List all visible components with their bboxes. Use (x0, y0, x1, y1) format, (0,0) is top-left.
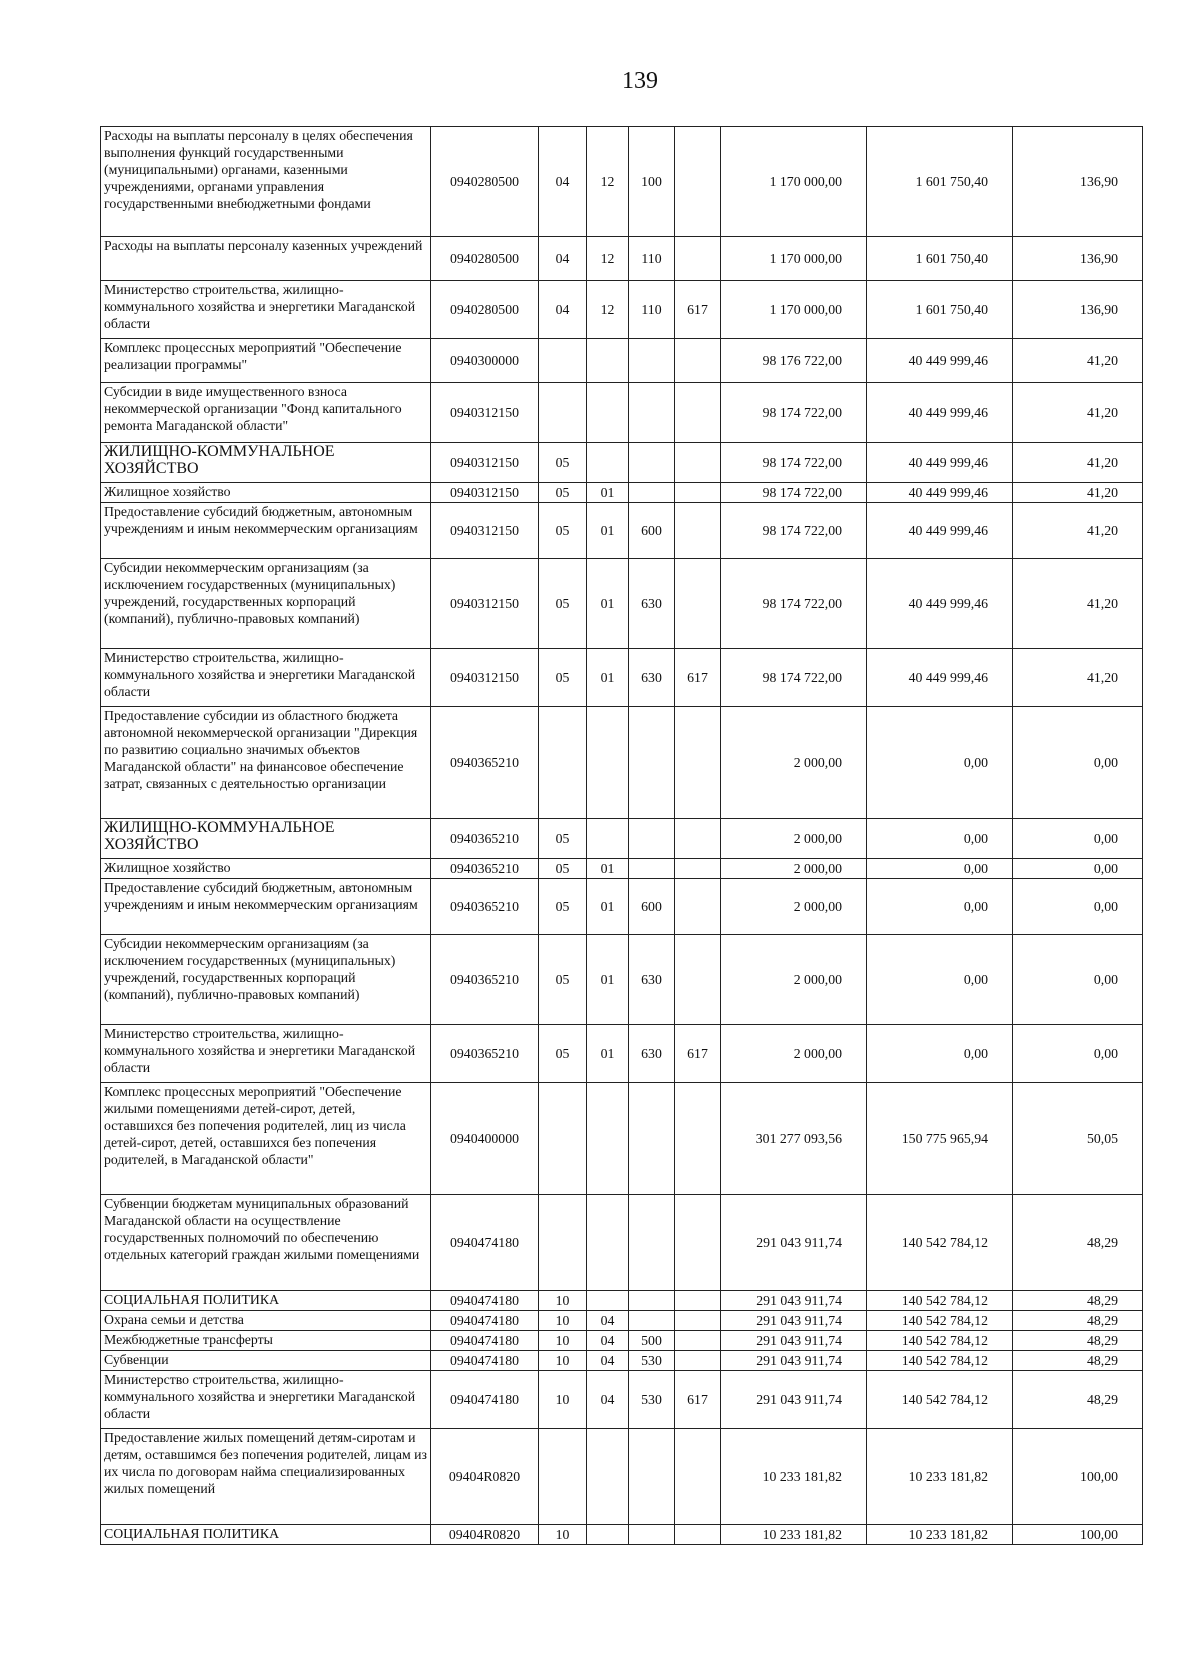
row-plan-amount: 98 174 722,00 (721, 649, 867, 707)
row-execution-percent: 48,29 (1013, 1371, 1143, 1429)
table-row (101, 859, 1143, 879)
row-administrator (675, 1083, 721, 1195)
row-target-code: 0940312150 (431, 649, 539, 707)
row-execution-percent: 41,20 (1013, 483, 1143, 503)
row-section: 05 (539, 879, 587, 935)
row-fact-amount: 140 542 784,12 (867, 1331, 1013, 1351)
row-name: Министерство строительства, жилищно-коммунального хозяйства и энергетики Магаданской области (101, 1025, 431, 1083)
row-execution-percent: 48,29 (1013, 1351, 1143, 1371)
row-expense-type (629, 1291, 675, 1311)
row-expense-type: 110 (629, 237, 675, 281)
row-execution-percent: 41,20 (1013, 503, 1143, 559)
row-subsection (587, 819, 629, 859)
row-target-code: 0940474180 (431, 1331, 539, 1351)
row-section: 10 (539, 1311, 587, 1331)
table-row (101, 1429, 1143, 1525)
row-name: Министерство строительства, жилищно-коммунального хозяйства и энергетики Магаданской области (101, 1371, 431, 1429)
table-row (101, 707, 1143, 819)
row-execution-percent: 0,00 (1013, 819, 1143, 859)
row-expense-type (629, 443, 675, 483)
row-target-code: 0940474180 (431, 1311, 539, 1331)
row-administrator (675, 935, 721, 1025)
row-plan-amount: 301 277 093,56 (721, 1083, 867, 1195)
row-execution-percent: 48,29 (1013, 1331, 1143, 1351)
row-section (539, 707, 587, 819)
row-execution-percent: 41,20 (1013, 649, 1143, 707)
row-target-code: 0940312150 (431, 483, 539, 503)
row-execution-percent: 48,29 (1013, 1291, 1143, 1311)
row-expense-type: 530 (629, 1351, 675, 1371)
row-plan-amount: 1 170 000,00 (721, 237, 867, 281)
table-row (101, 1331, 1143, 1351)
row-plan-amount: 2 000,00 (721, 1025, 867, 1083)
row-target-code: 0940400000 (431, 1083, 539, 1195)
row-subsection: 01 (587, 503, 629, 559)
row-name: Расходы на выплаты персоналу в целях обеспечения выполнения функций государственными (муниципальными) органами, казенными учреждениями, органами управления государственными внебюджетными фондами (101, 127, 431, 237)
row-section: 05 (539, 1025, 587, 1083)
row-fact-amount: 40 449 999,46 (867, 559, 1013, 649)
row-subsection (587, 1083, 629, 1195)
row-target-code: 0940280500 (431, 237, 539, 281)
row-section (539, 383, 587, 443)
row-expense-type (629, 1083, 675, 1195)
table-row (101, 483, 1143, 503)
row-execution-percent: 0,00 (1013, 707, 1143, 819)
row-target-code: 0940312150 (431, 383, 539, 443)
row-execution-percent: 50,05 (1013, 1083, 1143, 1195)
row-subsection (587, 1195, 629, 1291)
row-target-code: 0940365210 (431, 707, 539, 819)
row-name: Жилищное хозяйство (101, 859, 431, 879)
row-fact-amount: 140 542 784,12 (867, 1195, 1013, 1291)
row-target-code: 0940365210 (431, 879, 539, 935)
row-expense-type (629, 819, 675, 859)
row-subsection (587, 339, 629, 383)
row-subsection: 01 (587, 559, 629, 649)
row-expense-type (629, 339, 675, 383)
row-subsection (587, 1291, 629, 1311)
row-execution-percent: 136,90 (1013, 237, 1143, 281)
row-execution-percent: 48,29 (1013, 1311, 1143, 1331)
row-fact-amount: 10 233 181,82 (867, 1525, 1013, 1545)
row-subsection: 04 (587, 1371, 629, 1429)
table-row (101, 383, 1143, 443)
row-administrator (675, 707, 721, 819)
row-plan-amount: 2 000,00 (721, 707, 867, 819)
table-row (101, 819, 1143, 859)
table-row (101, 237, 1143, 281)
table-row (101, 879, 1143, 935)
row-subsection: 01 (587, 935, 629, 1025)
row-target-code: 09404R0820 (431, 1525, 539, 1545)
row-name: Предоставление субсидий бюджетным, автономным учреждениям и иным некоммерческим организациям (101, 503, 431, 559)
row-plan-amount: 2 000,00 (721, 819, 867, 859)
row-expense-type: 500 (629, 1331, 675, 1351)
page-number: 139 (622, 68, 658, 94)
table-row (101, 127, 1143, 237)
table-row (101, 935, 1143, 1025)
row-target-code: 0940474180 (431, 1291, 539, 1311)
row-administrator (675, 127, 721, 237)
row-plan-amount: 98 174 722,00 (721, 383, 867, 443)
row-fact-amount: 0,00 (867, 819, 1013, 859)
row-administrator: 617 (675, 1371, 721, 1429)
row-section: 05 (539, 483, 587, 503)
row-name: Охрана семьи и детства (101, 1311, 431, 1331)
row-target-code: 0940474180 (431, 1351, 539, 1371)
table-row (101, 1311, 1143, 1331)
row-subsection: 01 (587, 879, 629, 935)
row-fact-amount: 1 601 750,40 (867, 237, 1013, 281)
row-expense-type: 110 (629, 281, 675, 339)
row-administrator (675, 443, 721, 483)
row-fact-amount: 140 542 784,12 (867, 1351, 1013, 1371)
row-section: 05 (539, 649, 587, 707)
row-administrator: 617 (675, 1025, 721, 1083)
budget-table (100, 126, 1143, 1545)
row-execution-percent: 41,20 (1013, 443, 1143, 483)
row-execution-percent: 100,00 (1013, 1429, 1143, 1525)
row-fact-amount: 140 542 784,12 (867, 1291, 1013, 1311)
row-execution-percent: 0,00 (1013, 879, 1143, 935)
row-name: СОЦИАЛЬНАЯ ПОЛИТИКА (101, 1525, 431, 1545)
row-target-code: 0940365210 (431, 819, 539, 859)
row-name: ЖИЛИЩНО-КОММУНАЛЬНОЕ ХОЗЯЙСТВО (101, 819, 431, 859)
row-name: Комплекс процессных мероприятий "Обеспечение реализации программы" (101, 339, 431, 383)
table-row (101, 559, 1143, 649)
row-section: 04 (539, 237, 587, 281)
row-fact-amount: 0,00 (867, 879, 1013, 935)
row-plan-amount: 1 170 000,00 (721, 127, 867, 237)
row-expense-type: 600 (629, 879, 675, 935)
row-execution-percent: 0,00 (1013, 1025, 1143, 1083)
row-plan-amount: 291 043 911,74 (721, 1291, 867, 1311)
row-plan-amount: 291 043 911,74 (721, 1311, 867, 1331)
row-subsection: 01 (587, 859, 629, 879)
row-execution-percent: 136,90 (1013, 127, 1143, 237)
row-name: Комплекс процессных мероприятий "Обеспечение жилыми помещениями детей-сирот, детей, оставшихся без попечения родителей, лиц из числа детей-сирот, детей, оставшихся без попечения родителей, в Магаданской области" (101, 1083, 431, 1195)
row-administrator (675, 1291, 721, 1311)
row-expense-type: 600 (629, 503, 675, 559)
row-expense-type: 630 (629, 1025, 675, 1083)
row-administrator (675, 383, 721, 443)
row-name: Субсидии некоммерческим организациям (за исключением государственных (муниципальных) учреждений, государственных корпораций (компаний), публично-правовых компаний) (101, 935, 431, 1025)
table-row (101, 339, 1143, 383)
row-subsection: 01 (587, 1025, 629, 1083)
row-fact-amount: 1 601 750,40 (867, 281, 1013, 339)
row-plan-amount: 98 174 722,00 (721, 559, 867, 649)
row-name: Предоставление субсидий бюджетным, автономным учреждениям и иным некоммерческим организациям (101, 879, 431, 935)
row-plan-amount: 291 043 911,74 (721, 1331, 867, 1351)
row-target-code: 0940474180 (431, 1195, 539, 1291)
row-plan-amount: 98 174 722,00 (721, 443, 867, 483)
table-row (101, 649, 1143, 707)
row-name: Министерство строительства, жилищно-коммунального хозяйства и энергетики Магаданской области (101, 649, 431, 707)
row-plan-amount: 98 174 722,00 (721, 483, 867, 503)
row-administrator (675, 1525, 721, 1545)
row-execution-percent: 41,20 (1013, 339, 1143, 383)
table-row (101, 281, 1143, 339)
row-expense-type (629, 483, 675, 503)
row-name: Субсидии в виде имущественного взноса некоммерческой организации "Фонд капитального ремонта Магаданской области" (101, 383, 431, 443)
row-section (539, 339, 587, 383)
row-fact-amount: 0,00 (867, 1025, 1013, 1083)
row-section: 10 (539, 1371, 587, 1429)
row-subsection: 01 (587, 649, 629, 707)
row-administrator (675, 1351, 721, 1371)
row-plan-amount: 291 043 911,74 (721, 1371, 867, 1429)
row-administrator: 617 (675, 649, 721, 707)
row-fact-amount: 40 449 999,46 (867, 483, 1013, 503)
row-fact-amount: 1 601 750,40 (867, 127, 1013, 237)
row-administrator (675, 859, 721, 879)
row-administrator (675, 1429, 721, 1525)
table-row (101, 1195, 1143, 1291)
row-expense-type: 100 (629, 127, 675, 237)
row-section (539, 1083, 587, 1195)
row-plan-amount: 2 000,00 (721, 879, 867, 935)
table-row (101, 1025, 1143, 1083)
row-subsection: 04 (587, 1351, 629, 1371)
row-plan-amount: 10 233 181,82 (721, 1525, 867, 1545)
row-fact-amount: 40 449 999,46 (867, 339, 1013, 383)
row-name: Расходы на выплаты персоналу казенных учреждений (101, 237, 431, 281)
row-fact-amount: 0,00 (867, 859, 1013, 879)
row-subsection: 12 (587, 281, 629, 339)
row-name: Предоставление жилых помещений детям-сиротам и детям, оставшимся без попечения родителей, лицам из их числа по договорам найма специализированных жилых помещений (101, 1429, 431, 1525)
table-row (101, 503, 1143, 559)
row-administrator: 617 (675, 281, 721, 339)
row-plan-amount: 291 043 911,74 (721, 1195, 867, 1291)
row-expense-type (629, 1429, 675, 1525)
row-name: Субсидии некоммерческим организациям (за исключением государственных (муниципальных) учреждений, государственных корпораций (компаний), публично-правовых компаний) (101, 559, 431, 649)
row-expense-type: 630 (629, 559, 675, 649)
row-name: ЖИЛИЩНО-КОММУНАЛЬНОЕ ХОЗЯЙСТВО (101, 443, 431, 483)
row-name: СОЦИАЛЬНАЯ ПОЛИТИКА (101, 1291, 431, 1311)
row-administrator (675, 503, 721, 559)
row-expense-type (629, 707, 675, 819)
row-subsection: 04 (587, 1311, 629, 1331)
row-execution-percent: 136,90 (1013, 281, 1143, 339)
row-section (539, 1429, 587, 1525)
row-name: Межбюджетные трансферты (101, 1331, 431, 1351)
row-target-code: 0940365210 (431, 935, 539, 1025)
row-section: 10 (539, 1525, 587, 1545)
row-expense-type: 630 (629, 649, 675, 707)
row-subsection: 12 (587, 127, 629, 237)
row-administrator (675, 339, 721, 383)
row-execution-percent: 48,29 (1013, 1195, 1143, 1291)
row-section: 05 (539, 859, 587, 879)
row-expense-type (629, 859, 675, 879)
row-administrator (675, 559, 721, 649)
row-execution-percent: 41,20 (1013, 383, 1143, 443)
row-fact-amount: 150 775 965,94 (867, 1083, 1013, 1195)
row-expense-type (629, 1195, 675, 1291)
row-fact-amount: 0,00 (867, 707, 1013, 819)
table-row (101, 1083, 1143, 1195)
row-subsection (587, 707, 629, 819)
row-expense-type (629, 1311, 675, 1331)
row-name: Министерство строительства, жилищно-коммунального хозяйства и энергетики Магаданской области (101, 281, 431, 339)
row-subsection (587, 443, 629, 483)
row-fact-amount: 140 542 784,12 (867, 1311, 1013, 1331)
row-administrator (675, 1311, 721, 1331)
row-plan-amount: 1 170 000,00 (721, 281, 867, 339)
row-execution-percent: 0,00 (1013, 935, 1143, 1025)
row-section: 05 (539, 819, 587, 859)
row-name: Субвенции (101, 1351, 431, 1371)
row-fact-amount: 40 449 999,46 (867, 503, 1013, 559)
row-plan-amount: 291 043 911,74 (721, 1351, 867, 1371)
row-plan-amount: 98 176 722,00 (721, 339, 867, 383)
row-administrator (675, 483, 721, 503)
row-fact-amount: 40 449 999,46 (867, 383, 1013, 443)
row-administrator (675, 237, 721, 281)
row-fact-amount: 40 449 999,46 (867, 443, 1013, 483)
row-administrator (675, 879, 721, 935)
row-subsection: 12 (587, 237, 629, 281)
row-administrator (675, 819, 721, 859)
table-row (101, 443, 1143, 483)
row-fact-amount: 0,00 (867, 935, 1013, 1025)
row-name: Предоставление субсидии из областного бюджета автономной некоммерческой организации "Дирекция по развитию социально значимых объектов Магаданской области" на финансовое обеспечение затрат, связанных с деятельностью организации (101, 707, 431, 819)
row-fact-amount: 10 233 181,82 (867, 1429, 1013, 1525)
row-expense-type (629, 383, 675, 443)
row-expense-type (629, 1525, 675, 1545)
row-target-code: 0940474180 (431, 1371, 539, 1429)
row-execution-percent: 100,00 (1013, 1525, 1143, 1545)
row-fact-amount: 140 542 784,12 (867, 1371, 1013, 1429)
row-target-code: 0940280500 (431, 127, 539, 237)
row-expense-type: 630 (629, 935, 675, 1025)
row-target-code: 0940280500 (431, 281, 539, 339)
row-plan-amount: 98 174 722,00 (721, 503, 867, 559)
row-plan-amount: 2 000,00 (721, 935, 867, 1025)
row-section (539, 1195, 587, 1291)
row-section: 10 (539, 1331, 587, 1351)
row-section: 05 (539, 935, 587, 1025)
row-target-code: 09404R0820 (431, 1429, 539, 1525)
row-target-code: 0940365210 (431, 1025, 539, 1083)
table-row (101, 1291, 1143, 1311)
row-section: 04 (539, 127, 587, 237)
row-section: 05 (539, 503, 587, 559)
row-subsection: 01 (587, 483, 629, 503)
row-name: Жилищное хозяйство (101, 483, 431, 503)
table-row (101, 1371, 1143, 1429)
row-target-code: 0940312150 (431, 559, 539, 649)
row-section: 04 (539, 281, 587, 339)
row-plan-amount: 10 233 181,82 (721, 1429, 867, 1525)
row-target-code: 0940300000 (431, 339, 539, 383)
row-section: 10 (539, 1291, 587, 1311)
row-subsection (587, 1525, 629, 1545)
row-target-code: 0940312150 (431, 443, 539, 483)
row-section: 05 (539, 443, 587, 483)
row-administrator (675, 1331, 721, 1351)
row-execution-percent: 41,20 (1013, 559, 1143, 649)
table-row (101, 1351, 1143, 1371)
row-plan-amount: 2 000,00 (721, 859, 867, 879)
row-section: 05 (539, 559, 587, 649)
row-section: 10 (539, 1351, 587, 1371)
row-execution-percent: 0,00 (1013, 859, 1143, 879)
row-target-code: 0940312150 (431, 503, 539, 559)
row-name: Субвенции бюджетам муниципальных образований Магаданской области на осуществление государственных полномочий по обеспечению отдельных категорий граждан жилыми помещениями (101, 1195, 431, 1291)
row-subsection (587, 383, 629, 443)
row-fact-amount: 40 449 999,46 (867, 649, 1013, 707)
row-target-code: 0940365210 (431, 859, 539, 879)
row-subsection: 04 (587, 1331, 629, 1351)
row-expense-type: 530 (629, 1371, 675, 1429)
row-subsection (587, 1429, 629, 1525)
table-row (101, 1525, 1143, 1545)
row-administrator (675, 1195, 721, 1291)
